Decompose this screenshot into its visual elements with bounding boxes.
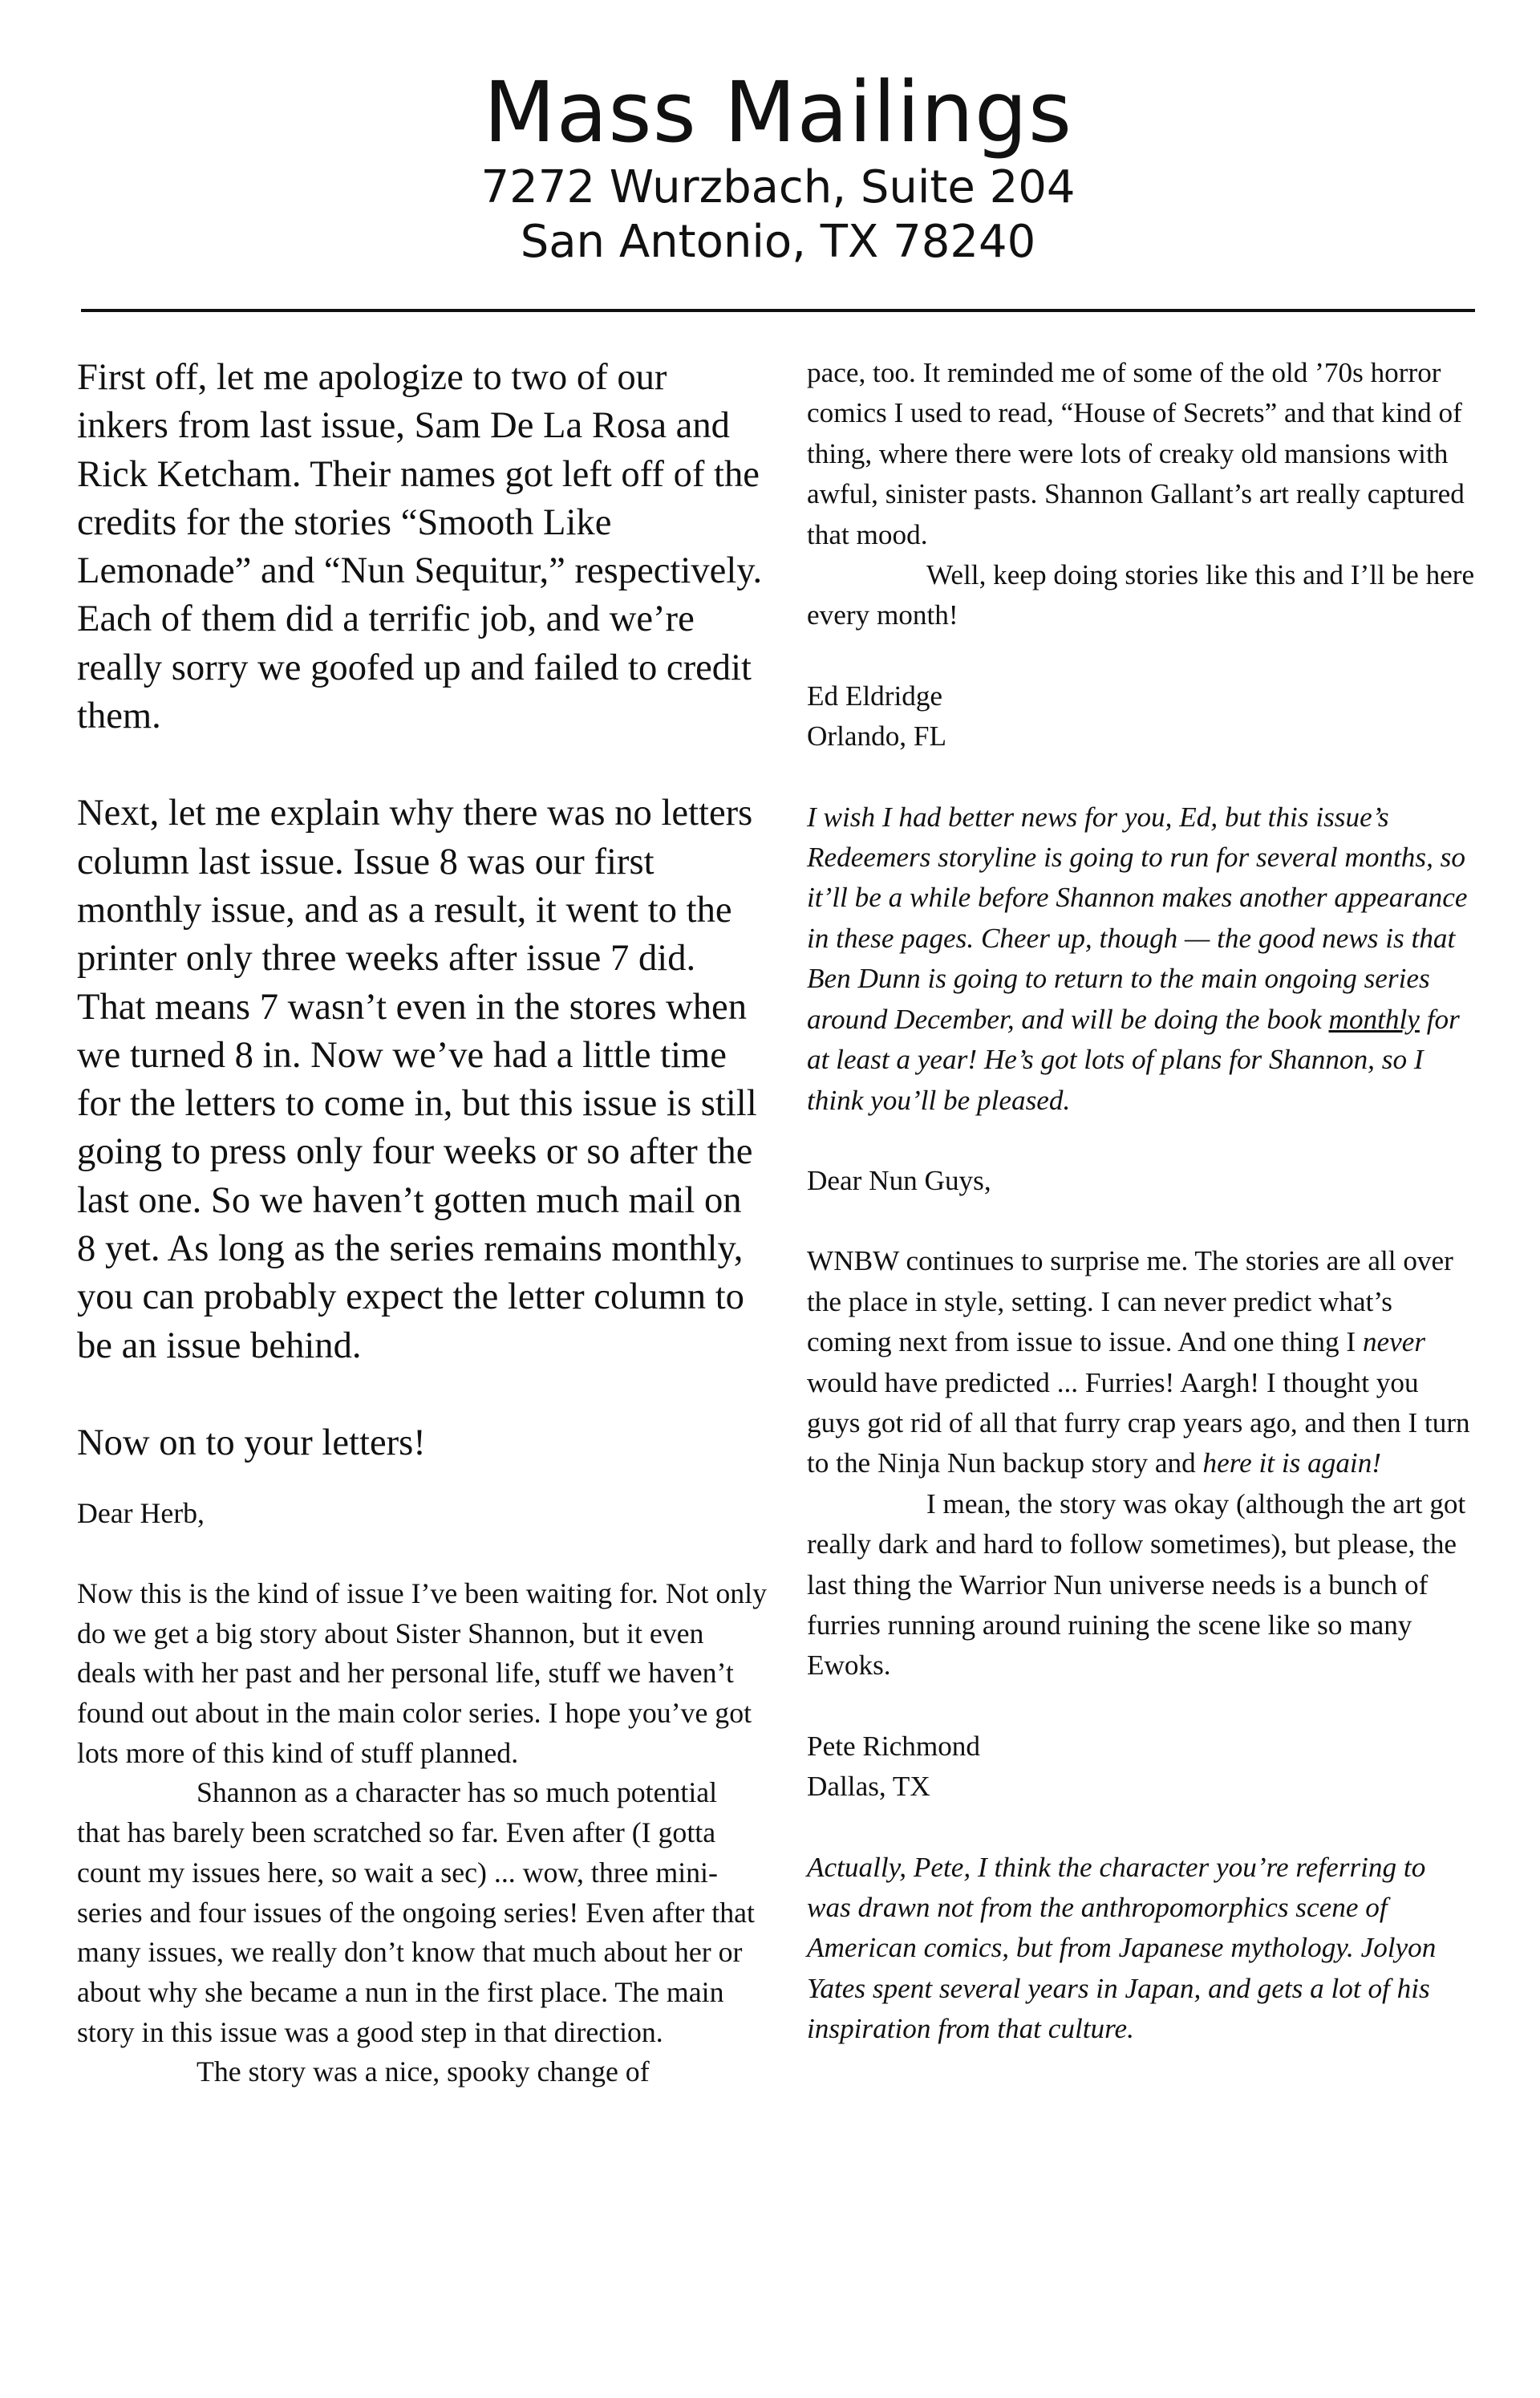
letter-signature-city: Dallas, TX: [807, 1771, 930, 1803]
letter-text: would have predicted ... Furries! Aargh! I thought you guys got rid of all that furry crap years ago, and then I turn to the Ninja Nun backup story and: [807, 1366, 1470, 1479]
letter-1: [77, 1494, 767, 2092]
letter-paragraph: Now this is the kind of issue I’ve been waiting for. Not only do we get a big story about Sister Shannon, but it even deals with her past and her personal life, stuff we haven’t found out about in the main color series. I hope you’ve got lots more of this kind of stuff planned.: [77, 1576, 767, 1769]
letter-paragraph: [807, 1241, 1476, 1483]
editor-intro: [77, 353, 767, 1467]
reply-emphasis: monthly: [1328, 1003, 1420, 1035]
reply-text: I wish I had better news for you, Ed, but this issue’s Redeemers storyline is going to run for several months, so it’ll be a while before Shannon makes another appearance in these pages. Cheer up, though — the good news is that Ben Dunn is going to return to the main ongoing series around December, and will be doing the book: [807, 801, 1468, 1035]
right-column: [807, 353, 1476, 2050]
editor-reply-1: [807, 797, 1476, 1121]
address-line-1: 7272 Wurzbach, Suite 204: [480, 161, 1076, 213]
page-title: Mass Mailings: [483, 63, 1073, 161]
header-divider: [81, 309, 1475, 312]
address-line-2: San Antonio, TX 78240: [520, 216, 1036, 268]
intro-paragraph: First off, let me apologize to two of our inkers from last issue, Sam De La Rosa and Rick Ketcham. Their names got left off of the credits for the stories “Smooth Like Lemonade” and “Nun Sequitur,” respectively. Each of them did a terrific job, and we’re really sorry we goofed up and failed to credit them.: [77, 356, 763, 737]
letter-paragraph: The story was a nice, spooky change of: [197, 2055, 650, 2088]
letter-emphasis: here it is again!: [1202, 1447, 1382, 1479]
letter-paragraph: I mean, the story was okay (although the art got really dark and hard to follow sometimes), but please, the last thing the Warrior Nun universe needs is a bunch of furries running around ruining the scene like so many Ewoks.: [807, 1487, 1466, 1682]
letter-paragraph: Well, keep doing stories like this and I’ll be here every month!: [807, 559, 1475, 631]
editor-reply-2: Actually, Pete, I think the character you’re referring to was drawn not from the anthropomorphics scene of American comics, but from Japanese mythology. Jolyon Yates spent several years in Japan, and gets a lot of his inspiration from that culture.: [807, 1851, 1437, 2045]
letter-1-continued: [807, 353, 1476, 2050]
reply-text: for at least a year! He’s got lots of plans for Shannon, so I think you’ll be pleased.: [807, 1003, 1460, 1116]
letter-text: WNBW continues to surprise me. The stories are all over the place in style, setting. I can never predict what’s coming next from issue to issue. And one thing I: [807, 1245, 1453, 1358]
letter-salutation: Dear Herb,: [77, 1497, 205, 1530]
letter-signature-name: Ed Eldridge: [807, 680, 943, 712]
masthead: [0, 64, 1540, 270]
letter-salutation: Dear Nun Guys,: [807, 1164, 991, 1196]
letter-signature-name: Pete Richmond: [807, 1730, 980, 1762]
letter-signature-city: Orlando, FL: [807, 720, 946, 753]
letter-emphasis: never: [1362, 1326, 1426, 1358]
intro-paragraph: Next, let me explain why there was no letters column last issue. Issue 8 was our first monthly issue, and as a result, it went to the printer only three weeks after issue 7 did. That means 7 wasn’t even in the stores when we turned 8 in. Now we’ve had a little time for the letters to come in, but this issue is still going to press only four weeks or so after the last one. So we haven’t gotten much mail on 8 yet. As long as the series remains monthly, you can probably expect the letter column to be an issue behind.: [77, 792, 757, 1366]
left-column: [77, 353, 767, 2092]
letter-paragraph: pace, too. It reminded me of some of the old ’70s horror comics I used to read, “House of Secrets” and that kind of thing, where there were lots of creaky old mansions with awful, sinister pasts. Shannon Gallant’s art really captured that mood.: [807, 357, 1465, 550]
letter-paragraph: Shannon as a character has so much potential that has barely been scratched so far. Even after (I gotta count my issues here, so wait a sec) ... wow, three mini-series and four issues of the ongoing series! Even after that many issues, we really don’t know that much about her or about why she became a nun in the first place. The main story in this issue was a good step in that direction.: [77, 1776, 755, 2048]
intro-paragraph: Now on to your letters!: [77, 1421, 426, 1463]
